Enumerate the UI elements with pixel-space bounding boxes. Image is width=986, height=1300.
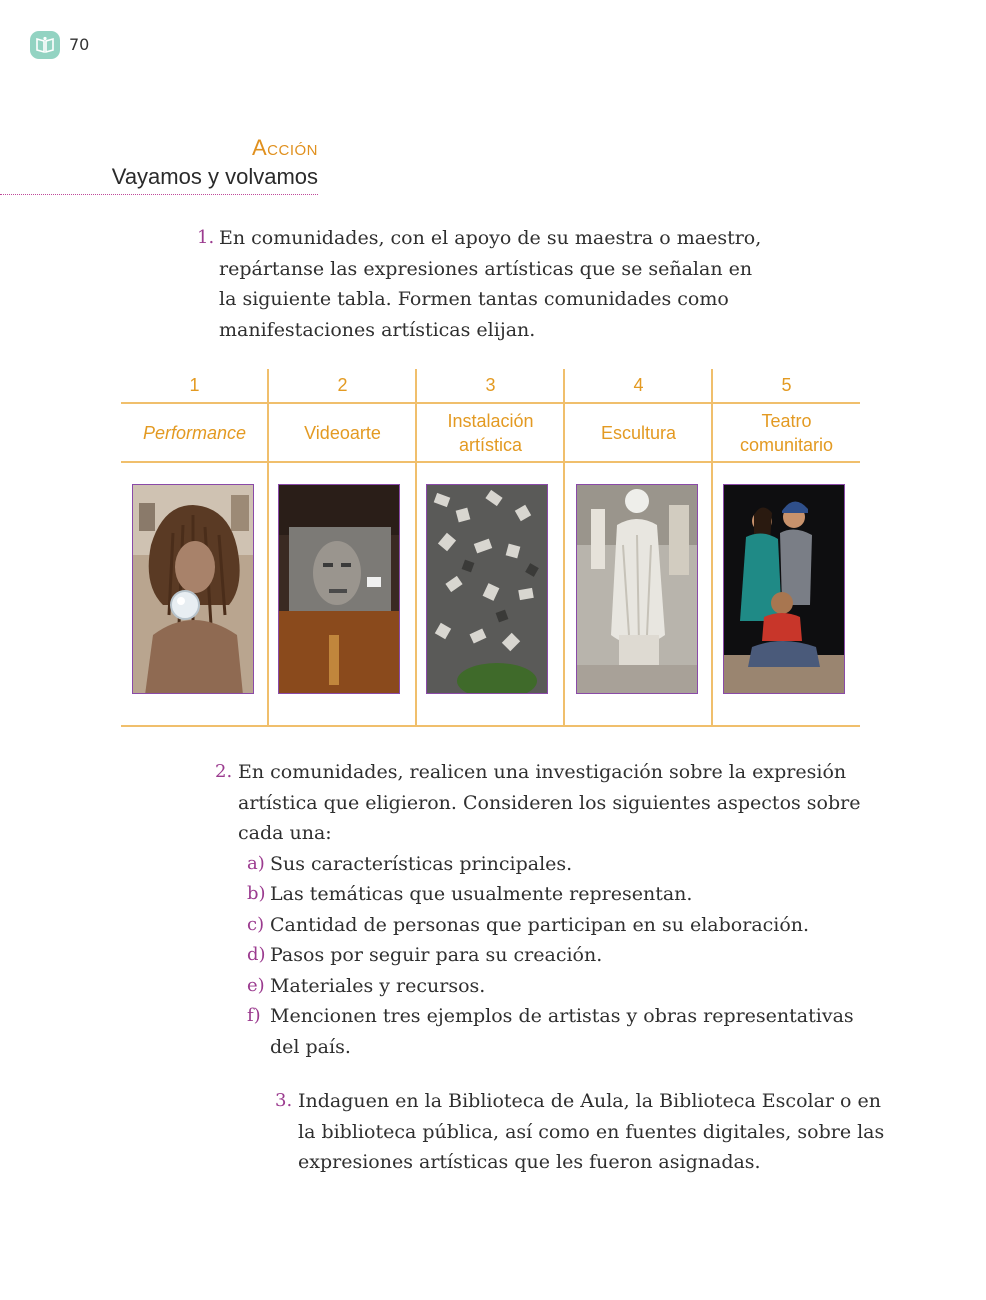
list-item (247, 910, 827, 941)
list-item (247, 849, 827, 880)
section-kicker: Acción (251, 135, 318, 160)
instruction-number: 3. (275, 1090, 293, 1111)
column-title-performance: Performance (142, 423, 247, 443)
list-item-letter: d) (247, 944, 266, 965)
table-divider (121, 725, 860, 727)
list-item-letter: e) (247, 974, 265, 996)
column-number: 5 (781, 375, 792, 395)
list-item (247, 940, 827, 971)
section-divider (0, 194, 318, 195)
performance-photo (132, 484, 254, 694)
column-number: 2 (337, 375, 348, 395)
instruction-line: expresiones artísticas que les fueron asignadas. (298, 1151, 761, 1173)
list-item (247, 971, 827, 1002)
instruction-3 (275, 1086, 885, 1181)
videoarte-photo (278, 484, 400, 694)
list-item-text: Las temáticas que usualmente representan. (270, 883, 693, 905)
column-title-teatro-comunitario: Teatro comunitario (739, 411, 834, 455)
list-item (247, 879, 827, 910)
instruction-line: Indaguen en la Biblioteca de Aula, la Biblioteca Escolar o en (298, 1090, 881, 1112)
instruction-1 (197, 223, 762, 348)
instruction-number: 1. (197, 227, 215, 248)
column-title-videoarte: Videoarte (304, 423, 381, 443)
list-item-text: Sus características principales. (270, 852, 573, 875)
list-item-letter: b) (247, 883, 266, 904)
list-item-letter: f) (247, 1005, 261, 1026)
section-title: Vayamos y volvamos (111, 164, 318, 189)
column-number: 4 (633, 375, 644, 395)
teatro-comunitario-photo (723, 484, 845, 694)
list-item-text: Cantidad de personas que participan en su elaboración. (270, 913, 810, 936)
instruction-line: En comunidades, realicen una investigación sobre la expresión (238, 761, 847, 783)
instruction-number: 2. (215, 761, 233, 782)
column-title-escultura: Escultura (600, 423, 677, 443)
list-item-text: Mencionen tres ejemplos de artistas y obras representativas (270, 1005, 854, 1027)
list-item (247, 1001, 854, 1063)
escultura-photo (576, 484, 698, 694)
page-number: 70 (69, 35, 90, 54)
instruction-line: la siguiente tabla. Formen tantas comunidades como (219, 288, 729, 310)
list-item-letter: c) (247, 913, 265, 935)
list-item-text: Materiales y recursos. (270, 974, 486, 997)
list-item-text: Pasos por seguir para su creación. (270, 944, 603, 966)
column-number: 1 (189, 375, 200, 395)
list-item-letter: a) (247, 852, 265, 874)
column-title-instalacion-artistica: Instalación artística (447, 411, 534, 455)
instruction-line: manifestaciones artísticas elijan. (219, 318, 536, 341)
instruction-line: cada una: (238, 822, 332, 844)
instruction-2 (215, 757, 861, 1067)
book-logo-icon (30, 31, 60, 59)
instruction-line: artística que eligieron. Consideren los siguientes aspectos sobre (238, 791, 861, 814)
list-item-text: del país. (270, 1035, 351, 1058)
instruction-line: la biblioteca pública, así como en fuentes digitales, sobre las (298, 1120, 885, 1143)
instalacion-artistica-photo (426, 484, 548, 694)
art-expressions-table (121, 369, 860, 727)
column-number: 3 (485, 375, 496, 395)
instruction-line: repártanse las expresiones artísticas que se señalan en (219, 257, 753, 280)
instruction-line: En comunidades, con el apoyo de su maestra o maestro, (219, 227, 762, 249)
